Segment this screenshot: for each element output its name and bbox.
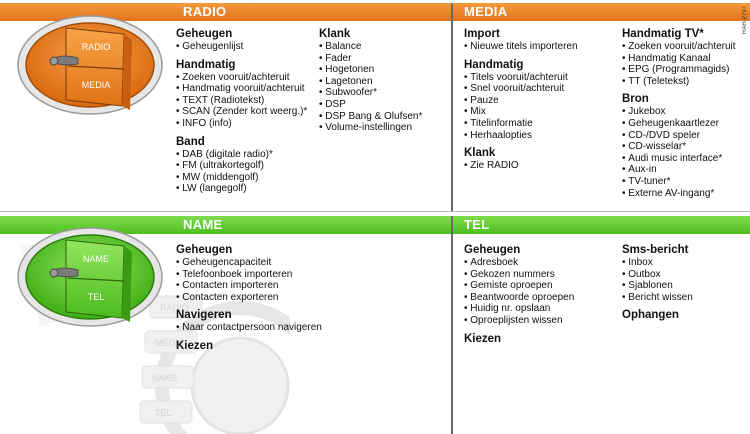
item-list <box>319 41 422 134</box>
list-item: • Pauze <box>464 95 578 107</box>
list-item: • Oproeplijsten wissen <box>464 315 574 327</box>
item-list <box>176 41 307 53</box>
name-tel-button-illustration <box>16 226 164 328</box>
section-heading: Import <box>464 28 500 40</box>
list-item: • Zoeken vooruit/achteruit <box>622 41 736 53</box>
tel-column-1 <box>464 243 574 346</box>
name-button-label: NAME <box>82 254 110 264</box>
section-heading: Geheugen <box>176 244 233 256</box>
list-item: • SCAN (Zender kort weerg.)* <box>176 106 307 118</box>
list-item: • TV-tuner* <box>622 176 736 188</box>
list-item: • TEXT (Radiotekst) <box>176 95 307 107</box>
section-heading: Handmatig TV* <box>622 28 704 40</box>
section-heading: Klank <box>464 147 496 160</box>
tel-header: TEL <box>464 217 490 232</box>
list-item: • Naar contactpersoon navigeren <box>176 322 322 334</box>
section-heading: Band <box>176 135 205 148</box>
item-list <box>176 322 322 334</box>
list-item: • CD-/DVD speler <box>622 130 736 142</box>
bg-label-name: NAME <box>152 373 179 383</box>
media-column-1 <box>464 27 578 172</box>
list-item: • Contacten exporteren <box>176 292 322 304</box>
list-item: • DSP Bang & Olufsen* <box>319 111 422 123</box>
section-heading: Bron <box>622 93 649 106</box>
bg-label-radio: RADIO <box>160 303 189 313</box>
list-item: • Herhaalopties <box>464 130 578 142</box>
list-item: • Titelinformatie <box>464 118 578 130</box>
list-item: • Balance <box>319 41 422 53</box>
list-item: • Snel vooruit/achteruit <box>464 83 578 95</box>
item-list <box>464 160 578 172</box>
list-item: • DSP <box>319 99 422 111</box>
section-heading: Sms-bericht <box>622 244 689 256</box>
section-heading: Kiezen <box>464 332 502 345</box>
list-item: • Bericht wissen <box>622 292 693 304</box>
item-list <box>176 257 322 303</box>
section-heading: Kiezen <box>176 339 214 352</box>
media-column-2 <box>622 27 736 199</box>
section-heading: Geheugen <box>464 244 521 256</box>
list-item: • Aux-in <box>622 164 736 176</box>
list-item: • Handmatig Kanaal <box>622 53 736 65</box>
list-item: • FM (ultrakortegolf) <box>176 160 307 172</box>
radio-header: RADIO <box>183 4 227 19</box>
bg-label-tel: TEL <box>155 408 172 418</box>
item-list <box>176 149 307 195</box>
list-item: • Jukebox <box>622 106 736 118</box>
section-heading: Geheugen <box>176 28 233 40</box>
section-heading: Handmatig <box>464 58 524 71</box>
list-item: • Beantwoorde oproepen <box>464 292 574 304</box>
section-heading: Ophangen <box>622 309 679 322</box>
list-item: • Volume-instellingen <box>319 122 422 134</box>
list-item: • Outbox <box>622 269 693 281</box>
radio-button-label: RADIO <box>81 42 111 52</box>
name-header: NAME <box>183 217 223 232</box>
list-item: • Geheugenkaartlezer <box>622 118 736 130</box>
list-item: • EPG (Programmagids) <box>622 64 736 76</box>
list-item: • Telefoonboek importeren <box>176 269 322 281</box>
item-list <box>176 72 307 130</box>
section-heading: Klank <box>319 28 351 40</box>
list-item: • LW (langegolf) <box>176 183 307 195</box>
list-item: • Nieuwe titels importeren <box>464 41 578 53</box>
media-header: MEDIA <box>464 4 508 19</box>
list-item: • Adresboek <box>464 257 574 269</box>
tel-column-2 <box>622 243 693 322</box>
list-item: • Audi music interface* <box>622 153 736 165</box>
list-item: • Gemiste oproepen <box>464 280 574 292</box>
list-item: • Fader <box>319 53 422 65</box>
list-item: • Huidig nr. opslaan <box>464 303 574 315</box>
list-item: • Externe AV-ingang* <box>622 188 736 200</box>
list-item: • Zoeken vooruit/achteruit <box>176 72 307 84</box>
item-list <box>622 106 736 199</box>
section-heading: Handmatig <box>176 58 236 71</box>
list-item: • INFO (info) <box>176 118 307 130</box>
item-list <box>464 257 574 327</box>
list-item: • Geheugencapaciteit <box>176 257 322 269</box>
bottom-vertical-divider <box>451 216 453 434</box>
list-item: • Geheugenlijst <box>176 41 307 53</box>
media-button-label: MEDIA <box>81 80 111 90</box>
list-item: • Lagetonen <box>319 76 422 88</box>
item-list <box>622 41 736 87</box>
list-item: • Handmatig vooruit/achteruit <box>176 83 307 95</box>
list-item: • Sjablonen <box>622 280 693 292</box>
radio-media-button-illustration <box>16 14 164 116</box>
list-item: • CD-wisselar* <box>622 141 736 153</box>
top-vertical-divider <box>451 3 453 211</box>
item-list <box>464 72 578 142</box>
list-item: • Contacten importeren <box>176 280 322 292</box>
list-item: • Zie RADIO <box>464 160 578 172</box>
list-item: • Hogetonen <box>319 64 422 76</box>
list-item: • DAB (digitale radio)* <box>176 149 307 161</box>
list-item: • TT (Teletekst) <box>622 76 736 88</box>
item-list <box>464 41 578 53</box>
radio-column-2 <box>319 27 422 134</box>
list-item: • Inbox <box>622 257 693 269</box>
list-item: • Gekozen nummers <box>464 269 574 281</box>
figure-code: RAR-2797 <box>742 6 748 35</box>
item-list <box>622 257 693 303</box>
list-item: • Subwoofer* <box>319 87 422 99</box>
section-heading: Navigeren <box>176 309 232 322</box>
list-item: • Titels vooruit/achteruit <box>464 72 578 84</box>
list-item: • Mix <box>464 106 578 118</box>
section-divider <box>0 211 750 212</box>
bg-label-media: MEDIA <box>155 338 184 348</box>
list-item: • MW (middengolf) <box>176 172 307 184</box>
radio-column-1 <box>176 27 307 195</box>
name-column-1 <box>176 243 322 353</box>
tel-button-label: TEL <box>87 292 105 302</box>
